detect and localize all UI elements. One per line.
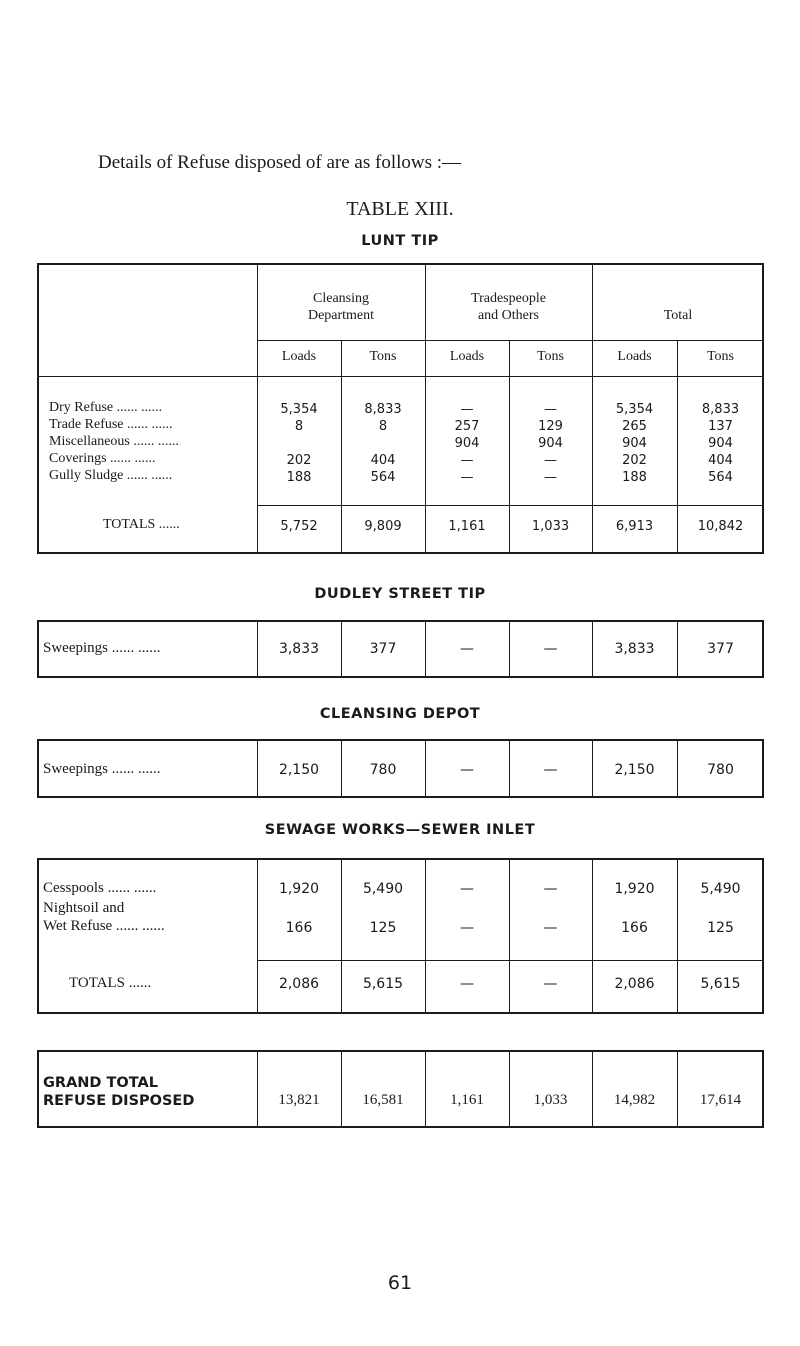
row-label: Cesspools ...... ...... [43,880,157,896]
total-value: — [460,976,474,992]
cell-value: 5,490 [362,881,404,897]
header-divider [257,340,762,341]
col-divider [257,1052,258,1126]
cell-value: 125 [369,920,397,936]
cell-value: — [543,881,558,897]
cell-value: 564 [370,470,396,485]
grand-total-value: 14,982 [613,1092,656,1108]
grand-total-value: 16,581 [362,1092,404,1108]
total-value: 6,913 [615,519,654,534]
total-value: 10,842 [697,519,744,534]
total-value: 5,615 [700,976,741,992]
cell-value: 2,150 [278,762,320,778]
col-divider [509,1052,510,1126]
grand-total-value: 1,033 [533,1092,568,1108]
row-label: Dry Refuse ...... ...... [49,400,163,415]
grand-total-value: 1,161 [450,1092,484,1108]
cell-value: — [460,453,474,468]
cell-value: 8 [378,419,388,434]
cell-value: 404 [370,453,396,468]
cell-value: 377 [369,641,397,657]
totals-label: TOTALS ...... [69,975,152,991]
cell-value: — [543,641,558,657]
grand-total-value: 17,614 [699,1092,742,1108]
cell-value: 8,833 [701,402,740,417]
sewage-works-table [37,858,764,1014]
totals-divider [257,960,762,961]
section-heading-lunt-tip: LUNT TIP [361,233,439,249]
cell-value: 188 [286,470,312,485]
cell-value: — [460,762,474,778]
header-tons: Tons [369,349,397,364]
cell-value: 8 [294,419,304,434]
cell-value: — [543,920,558,936]
col-divider [677,1052,678,1126]
header-tradespeople: Tradespeople [471,291,546,306]
cell-value: 5,354 [615,402,654,417]
dudley-street-tip-table [37,620,764,678]
page-number: 61 [387,1272,413,1294]
cell-value: 5,354 [280,402,318,417]
cell-value: 202 [286,453,312,468]
section-heading-dudley-street-tip: DUDLEY STREET TIP [314,586,486,602]
row-label: Sweepings ...... ...... [43,761,161,777]
table-title: TABLE XIII. [346,198,454,220]
total-value: — [543,976,558,992]
cell-value: — [460,402,474,417]
cell-value: 904 [622,436,647,451]
cell-value: — [544,470,557,485]
row-label: Sweepings ...... ...... [43,640,161,656]
grand-total-label: REFUSE DISPOSED [43,1093,195,1109]
cell-value: 780 [707,762,734,778]
cell-value: — [543,762,558,778]
header-loads: Loads [281,349,317,364]
cell-value: 166 [621,920,648,936]
cell-value: 904 [708,436,733,451]
total-value: 2,086 [614,976,655,992]
cell-value: — [460,881,474,897]
col-divider [592,1052,593,1126]
cell-value: 125 [707,920,734,936]
col-divider [341,1052,342,1126]
header-loads: Loads [617,349,652,364]
col-divider [425,1052,426,1126]
intro-text: Details of Refuse disposed of are as follows :— [98,152,462,173]
header-tons: Tons [536,349,565,364]
header-cleansing: Cleansing [313,291,369,306]
cell-value: — [460,470,474,485]
cell-value: 377 [707,641,734,657]
cell-value: 564 [708,470,733,485]
cell-value: — [544,402,557,417]
totals-label: TOTALS ...... [103,517,180,532]
row-label: Miscellaneous ...... ...... [49,434,179,449]
row-label: Nightsoil and [43,900,125,916]
total-value: 2,086 [278,976,320,992]
cell-value: — [460,641,474,657]
cell-value: 1,920 [614,881,655,897]
totals-divider [257,505,762,506]
lunt-tip-table [37,263,764,554]
cell-value: 137 [708,419,733,434]
cell-value: 5,490 [700,881,741,897]
cell-value: 166 [285,920,313,936]
total-value: 1,033 [531,519,570,534]
cell-value: 202 [622,453,647,468]
total-value: 9,809 [364,519,402,534]
header-tons: Tons [706,349,735,364]
cell-value: 780 [369,762,397,778]
cell-value: 904 [454,436,480,451]
cell-value: 129 [538,419,563,434]
row-label: Wet Refuse ...... ...... [43,918,165,934]
header-loads: Loads [449,349,485,364]
cell-value: 904 [538,436,563,451]
row-label: Gully Sludge ...... ...... [49,468,173,483]
header-tradespeople: and Others [477,308,540,323]
total-value: 5,615 [362,976,404,992]
header-total: Total [663,308,693,323]
cell-value: 1,920 [278,881,320,897]
row-label: Coverings ...... ...... [49,451,156,466]
section-heading-cleansing-depot: CLEANSING DEPOT [319,706,481,722]
cell-value: 188 [622,470,647,485]
header-cleansing: Department [307,308,375,323]
row-label: Trade Refuse ...... ...... [49,417,173,432]
grand-total-table [37,1050,764,1128]
cell-value: — [544,453,557,468]
cell-value: — [460,920,474,936]
grand-total-value: 13,821 [278,1092,320,1108]
section-heading-sewage-works: SEWAGE WORKS—SEWER INLET [264,822,536,838]
cell-value: 2,150 [614,762,655,778]
cell-value: 265 [622,419,647,434]
cell-value: 3,833 [614,641,655,657]
cell-value: 257 [454,419,480,434]
total-value: 5,752 [280,519,318,534]
header-divider [39,376,762,377]
grand-total-label: GRAND TOTAL [43,1075,158,1091]
cell-value: 3,833 [278,641,320,657]
cell-value: 404 [708,453,733,468]
cleansing-depot-table [37,739,764,798]
total-value: 1,161 [448,519,486,534]
cell-value: 8,833 [364,402,402,417]
